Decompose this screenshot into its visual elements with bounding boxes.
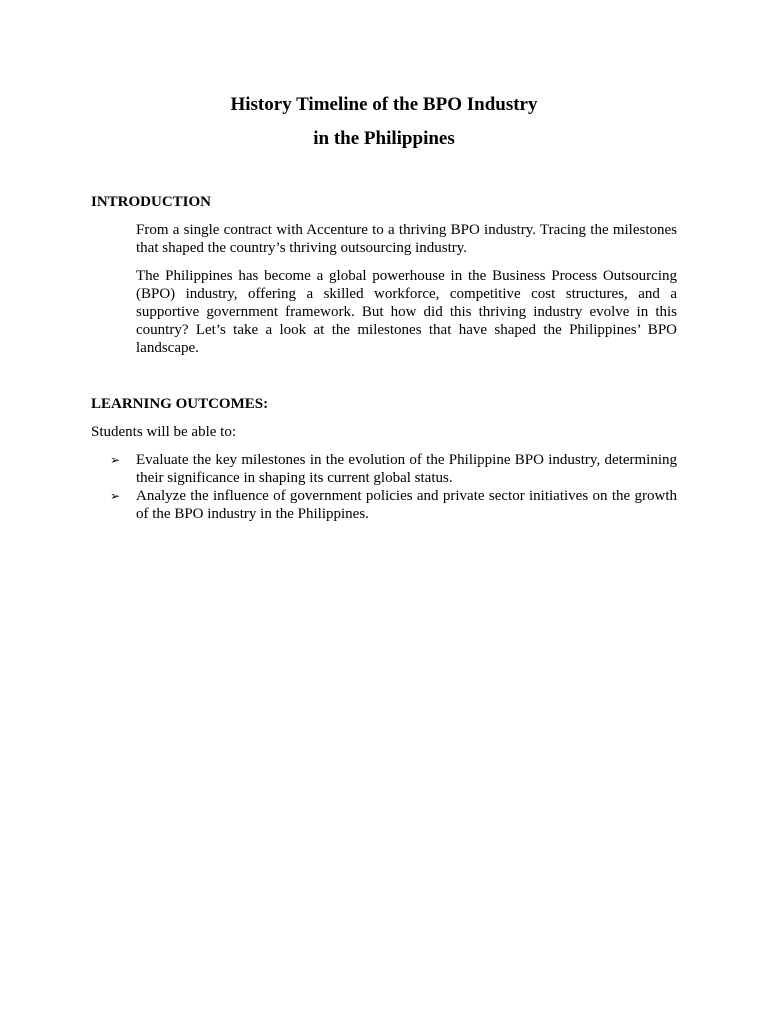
learning-outcomes-lead: Students will be able to: — [91, 424, 236, 440]
list-item-text: Analyze the influence of government policies and private sector initiatives on the growth of the BPO industry in the Philippines. — [136, 488, 677, 522]
introduction-paragraph: From a single contract with Accenture to a thriving BPO industry. Tracing the milestones that shaped the country’s thriving outsourcing industry. — [136, 222, 677, 256]
introduction-heading: INTRODUCTION — [91, 194, 212, 210]
arrow-bullet-icon: ➢ — [110, 489, 121, 503]
arrow-bullet-icon: ➢ — [110, 453, 121, 467]
document-title-line-1: History Timeline of the BPO Industry — [230, 94, 538, 115]
list-item — [0, 487, 768, 523]
introduction-paragraph: The Philippines has become a global powerhouse in the Business Process Outsourcing (BPO) industry, offering a skilled workforce, competitive cost structures, and a supportive government framework. But how did this thriving industry evolve in this country? Let’s take a look at the milestones that have shaped the Philippines’ BPO landscape. — [136, 268, 677, 356]
list-item-text: Evaluate the key milestones in the evolution of the Philippine BPO industry, determining their significance in shaping its current global status. — [136, 452, 677, 486]
learning-outcomes-heading: LEARNING OUTCOMES: — [91, 396, 269, 412]
document-title-line-2: in the Philippines — [313, 128, 455, 149]
list-item — [0, 451, 768, 487]
learning-outcomes-list — [0, 451, 768, 523]
